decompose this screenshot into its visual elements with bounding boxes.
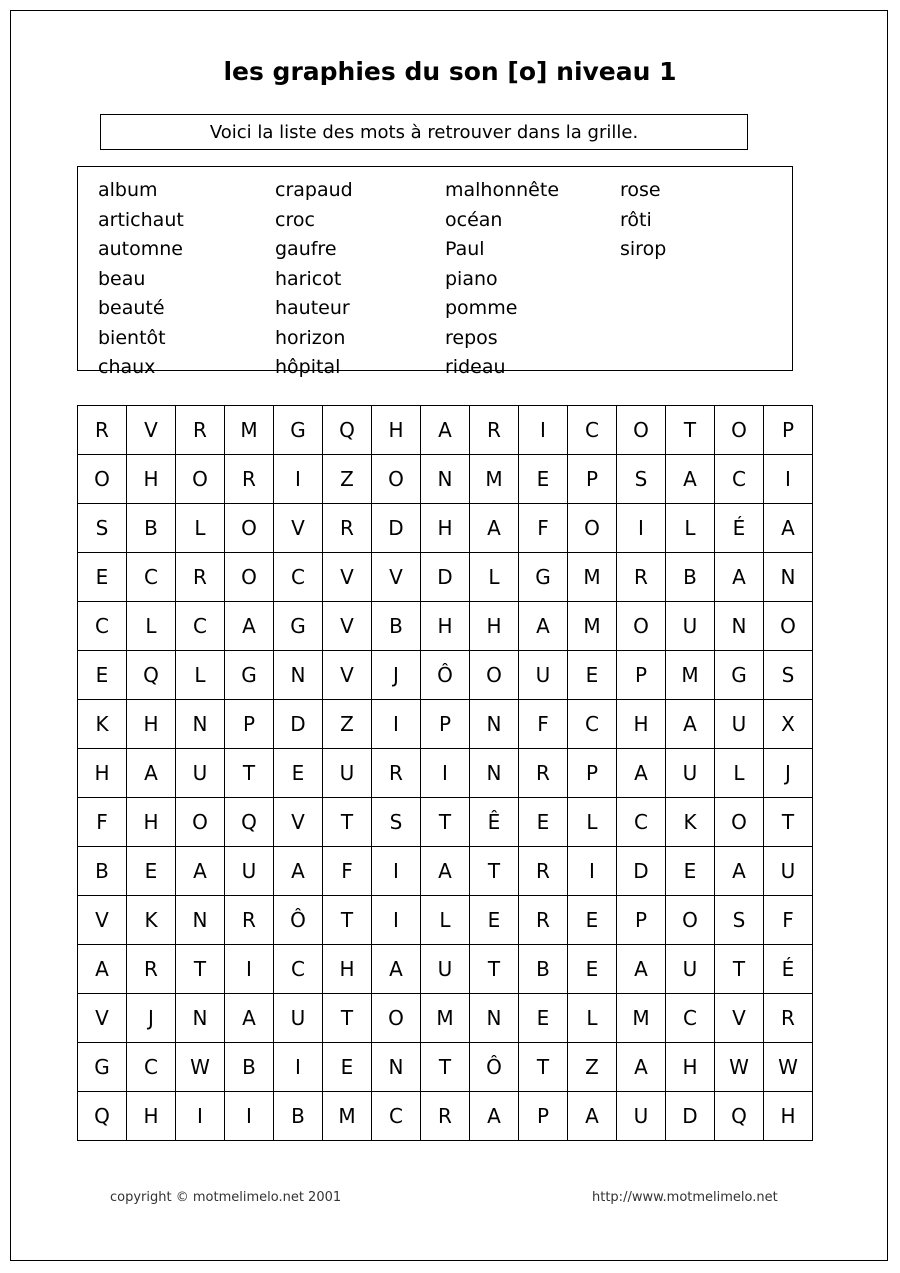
- grid-cell[interactable]: C: [274, 553, 323, 602]
- grid-cell[interactable]: H: [470, 602, 519, 651]
- grid-cell[interactable]: N: [715, 602, 764, 651]
- word-item: crapaud: [275, 179, 353, 201]
- grid-cell[interactable]: T: [666, 406, 715, 455]
- grid-cell[interactable]: Ô: [274, 896, 323, 945]
- grid-cell[interactable]: A: [274, 847, 323, 896]
- grid-cell[interactable]: O: [617, 406, 666, 455]
- grid-cell[interactable]: L: [568, 994, 617, 1043]
- grid-cell[interactable]: G: [715, 651, 764, 700]
- grid-cell[interactable]: Z: [568, 1043, 617, 1092]
- grid-cell[interactable]: T: [421, 1043, 470, 1092]
- grid-cell[interactable]: I: [372, 700, 421, 749]
- grid-cell[interactable]: V: [715, 994, 764, 1043]
- grid-cell[interactable]: B: [274, 1092, 323, 1141]
- grid-cell[interactable]: I: [225, 945, 274, 994]
- grid-cell[interactable]: V: [78, 896, 127, 945]
- word-column-1: [98, 176, 275, 378]
- grid-cell[interactable]: U: [225, 847, 274, 896]
- grid-cell[interactable]: U: [666, 749, 715, 798]
- grid-cell[interactable]: G: [274, 602, 323, 651]
- grid-cell[interactable]: I: [274, 1043, 323, 1092]
- grid-cell[interactable]: A: [715, 847, 764, 896]
- grid-cell[interactable]: H: [764, 1092, 813, 1141]
- grid-cell[interactable]: F: [519, 700, 568, 749]
- grid-cell[interactable]: P: [617, 651, 666, 700]
- grid-cell[interactable]: N: [176, 896, 225, 945]
- grid-row: [78, 945, 813, 994]
- word-search-grid[interactable]: [77, 405, 813, 1141]
- grid-cell[interactable]: R: [225, 455, 274, 504]
- grid-cell[interactable]: Q: [78, 1092, 127, 1141]
- grid-cell[interactable]: L: [127, 602, 176, 651]
- word-list-box: [77, 166, 793, 378]
- grid-cell[interactable]: V: [78, 994, 127, 1043]
- grid-cell[interactable]: V: [274, 504, 323, 553]
- grid-cell[interactable]: U: [323, 749, 372, 798]
- grid-cell[interactable]: A: [470, 1092, 519, 1141]
- word-item: horizon: [275, 326, 346, 349]
- grid-cell[interactable]: I: [372, 847, 421, 896]
- grid-row: [78, 1043, 813, 1092]
- grid-cell[interactable]: A: [421, 406, 470, 455]
- grid-cell[interactable]: A: [715, 553, 764, 602]
- word-column-2: [275, 176, 445, 378]
- grid-cell[interactable]: E: [78, 553, 127, 602]
- grid-cell[interactable]: E: [274, 749, 323, 798]
- grid-cell[interactable]: A: [519, 602, 568, 651]
- grid-cell[interactable]: U: [617, 1092, 666, 1141]
- grid-cell[interactable]: I: [568, 847, 617, 896]
- grid-cell[interactable]: O: [617, 602, 666, 651]
- grid-cell[interactable]: T: [519, 1043, 568, 1092]
- grid-cell[interactable]: É: [715, 504, 764, 553]
- grid-cell[interactable]: Q: [715, 1092, 764, 1141]
- grid-cell[interactable]: F: [519, 504, 568, 553]
- word-column-4: [620, 176, 770, 370]
- grid-cell[interactable]: R: [372, 749, 421, 798]
- grid-cell[interactable]: N: [470, 700, 519, 749]
- grid-cell[interactable]: M: [225, 406, 274, 455]
- grid-cell[interactable]: M: [666, 651, 715, 700]
- grid-cell[interactable]: B: [78, 847, 127, 896]
- grid-row: [78, 553, 813, 602]
- grid-row: [78, 700, 813, 749]
- grid-cell[interactable]: R: [470, 406, 519, 455]
- grid-cell[interactable]: O: [372, 455, 421, 504]
- word-item: automne: [98, 238, 183, 260]
- grid-cell[interactable]: J: [764, 749, 813, 798]
- grid-cell[interactable]: K: [78, 700, 127, 749]
- page-title: les graphies du son [o] niveau 1: [223, 57, 677, 86]
- grid-cell[interactable]: L: [176, 504, 225, 553]
- grid-cell[interactable]: N: [274, 651, 323, 700]
- grid-cell[interactable]: V: [323, 651, 372, 700]
- grid-cell[interactable]: M: [568, 602, 617, 651]
- grid-cell[interactable]: S: [764, 651, 813, 700]
- grid-cell[interactable]: P: [568, 455, 617, 504]
- word-item: Paul: [445, 238, 485, 260]
- grid-cell[interactable]: I: [372, 896, 421, 945]
- grid-cell[interactable]: R: [78, 406, 127, 455]
- grid-cell[interactable]: T: [176, 945, 225, 994]
- grid-cell[interactable]: P: [568, 749, 617, 798]
- grid-cell[interactable]: J: [127, 994, 176, 1043]
- grid-cell[interactable]: V: [127, 406, 176, 455]
- grid-cell[interactable]: O: [372, 994, 421, 1043]
- grid-cell[interactable]: O: [715, 798, 764, 847]
- grid-cell[interactable]: A: [127, 749, 176, 798]
- grid-cell[interactable]: A: [617, 1043, 666, 1092]
- copyright-text: copyright © motmelimelo.net 2001: [110, 1190, 342, 1205]
- grid-cell[interactable]: B: [519, 945, 568, 994]
- grid-cell[interactable]: R: [519, 847, 568, 896]
- grid-cell[interactable]: G: [274, 406, 323, 455]
- grid-cell[interactable]: C: [372, 1092, 421, 1141]
- word-item: sirop: [620, 238, 667, 260]
- grid-cell[interactable]: V: [323, 553, 372, 602]
- grid-cell[interactable]: T: [323, 896, 372, 945]
- grid-cell[interactable]: E: [470, 896, 519, 945]
- grid-row: [78, 651, 813, 700]
- grid-cell[interactable]: L: [470, 553, 519, 602]
- grid-cell[interactable]: S: [715, 896, 764, 945]
- grid-cell[interactable]: U: [666, 602, 715, 651]
- word-item: rose: [620, 179, 661, 201]
- word-item: rôti: [620, 208, 652, 231]
- word-item: beau: [98, 267, 146, 290]
- grid-cell[interactable]: S: [372, 798, 421, 847]
- grid-cell[interactable]: O: [176, 798, 225, 847]
- grid-cell[interactable]: X: [764, 700, 813, 749]
- grid-cell[interactable]: U: [519, 651, 568, 700]
- grid-cell[interactable]: L: [568, 798, 617, 847]
- grid-cell[interactable]: H: [421, 504, 470, 553]
- grid-cell[interactable]: H: [78, 749, 127, 798]
- website-url: http://www.motmelimelo.net: [592, 1190, 778, 1205]
- grid-cell[interactable]: P: [225, 700, 274, 749]
- grid-cell[interactable]: C: [617, 798, 666, 847]
- grid-cell[interactable]: I: [617, 504, 666, 553]
- grid-cell[interactable]: O: [176, 455, 225, 504]
- grid-cell[interactable]: L: [176, 651, 225, 700]
- grid-cell[interactable]: R: [519, 896, 568, 945]
- grid-cell[interactable]: A: [225, 994, 274, 1043]
- grid-cell[interactable]: R: [519, 749, 568, 798]
- word-item: beauté: [98, 297, 165, 319]
- grid-cell[interactable]: Z: [323, 700, 372, 749]
- grid-row: [78, 798, 813, 847]
- grid-cell[interactable]: W: [764, 1043, 813, 1092]
- grid-cell[interactable]: D: [274, 700, 323, 749]
- grid-cell[interactable]: E: [78, 651, 127, 700]
- grid-cell[interactable]: R: [617, 553, 666, 602]
- grid-cell[interactable]: O: [225, 504, 274, 553]
- grid-cell[interactable]: A: [617, 749, 666, 798]
- grid-cell[interactable]: H: [666, 1043, 715, 1092]
- word-item: pomme: [445, 297, 518, 319]
- grid-cell[interactable]: A: [372, 945, 421, 994]
- word-item: croc: [275, 208, 315, 231]
- grid-cell[interactable]: T: [225, 749, 274, 798]
- grid-cell[interactable]: P: [617, 896, 666, 945]
- grid-cell[interactable]: A: [176, 847, 225, 896]
- grid-cell[interactable]: I: [421, 749, 470, 798]
- grid-row: [78, 455, 813, 504]
- grid-cell[interactable]: O: [225, 553, 274, 602]
- grid-cell[interactable]: C: [715, 455, 764, 504]
- grid-cell[interactable]: B: [666, 553, 715, 602]
- grid-cell[interactable]: T: [764, 798, 813, 847]
- instruction-box: [100, 114, 748, 150]
- grid-cell[interactable]: E: [568, 896, 617, 945]
- grid-cell[interactable]: L: [715, 749, 764, 798]
- grid-cell[interactable]: M: [323, 1092, 372, 1141]
- word-column-3: [445, 176, 620, 378]
- word-item: hauteur: [275, 297, 350, 319]
- word-item: océan: [445, 208, 503, 231]
- grid-cell[interactable]: H: [127, 455, 176, 504]
- grid-cell[interactable]: B: [372, 602, 421, 651]
- grid-cell[interactable]: D: [421, 553, 470, 602]
- grid-cell[interactable]: F: [323, 847, 372, 896]
- grid-cell[interactable]: P: [421, 700, 470, 749]
- grid-cell[interactable]: H: [127, 700, 176, 749]
- grid-cell[interactable]: Q: [127, 651, 176, 700]
- word-item: hôpital: [275, 356, 341, 378]
- word-list-columns: [78, 176, 792, 378]
- grid-cell[interactable]: M: [421, 994, 470, 1043]
- grid-cell[interactable]: E: [666, 847, 715, 896]
- grid-row: [78, 847, 813, 896]
- grid-cell[interactable]: I: [274, 455, 323, 504]
- word-item: piano: [445, 267, 498, 290]
- grid-cell[interactable]: C: [127, 1043, 176, 1092]
- grid-cell[interactable]: I: [519, 406, 568, 455]
- grid-cell[interactable]: W: [176, 1043, 225, 1092]
- grid-cell[interactable]: C: [78, 602, 127, 651]
- grid-cell[interactable]: C: [274, 945, 323, 994]
- grid-cell[interactable]: E: [519, 455, 568, 504]
- grid-cell[interactable]: V: [323, 602, 372, 651]
- grid-cell[interactable]: N: [470, 994, 519, 1043]
- grid-cell[interactable]: U: [421, 945, 470, 994]
- grid-cell[interactable]: E: [568, 945, 617, 994]
- grid-cell[interactable]: S: [78, 504, 127, 553]
- word-item: repos: [445, 326, 498, 349]
- grid-cell[interactable]: V: [274, 798, 323, 847]
- grid-cell[interactable]: W: [715, 1043, 764, 1092]
- grid-cell[interactable]: P: [519, 1092, 568, 1141]
- word-item: gaufre: [275, 238, 337, 260]
- grid-cell[interactable]: N: [372, 1043, 421, 1092]
- grid-cell[interactable]: O: [666, 896, 715, 945]
- grid-row: [78, 504, 813, 553]
- grid-cell[interactable]: C: [176, 602, 225, 651]
- grid-cell[interactable]: É: [764, 945, 813, 994]
- grid-cell[interactable]: T: [470, 847, 519, 896]
- grid-cell[interactable]: H: [127, 1092, 176, 1141]
- grid-cell[interactable]: C: [568, 406, 617, 455]
- grid-cell[interactable]: C: [127, 553, 176, 602]
- instruction-text: Voici la liste des mots à retrouver dans la grille.: [209, 121, 639, 143]
- grid-cell[interactable]: Ô: [470, 1043, 519, 1092]
- grid-cell[interactable]: J: [372, 651, 421, 700]
- grid-cell[interactable]: N: [421, 455, 470, 504]
- grid-cell[interactable]: E: [519, 994, 568, 1043]
- word-item: artichaut: [98, 208, 184, 231]
- grid-cell[interactable]: R: [323, 504, 372, 553]
- grid-cell[interactable]: C: [666, 994, 715, 1043]
- grid-cell[interactable]: O: [764, 602, 813, 651]
- grid-cell[interactable]: R: [764, 994, 813, 1043]
- grid-cell[interactable]: N: [176, 700, 225, 749]
- grid-cell[interactable]: R: [421, 1092, 470, 1141]
- grid-cell[interactable]: L: [666, 504, 715, 553]
- word-item: album: [98, 179, 158, 201]
- grid-cell[interactable]: O: [568, 504, 617, 553]
- word-item: haricot: [275, 267, 342, 290]
- grid-cell[interactable]: E: [519, 798, 568, 847]
- grid-cell[interactable]: K: [666, 798, 715, 847]
- grid-row: [78, 994, 813, 1043]
- grid-cell[interactable]: U: [666, 945, 715, 994]
- grid-cell[interactable]: U: [715, 700, 764, 749]
- grid-cell[interactable]: Ê: [470, 798, 519, 847]
- grid-cell[interactable]: R: [127, 945, 176, 994]
- grid-cell[interactable]: U: [274, 994, 323, 1043]
- grid-cell[interactable]: S: [617, 455, 666, 504]
- grid-cell[interactable]: I: [225, 1092, 274, 1141]
- word-item: bientôt: [98, 326, 166, 349]
- grid-cell[interactable]: T: [323, 798, 372, 847]
- grid-cell[interactable]: H: [421, 602, 470, 651]
- grid-cell[interactable]: A: [225, 602, 274, 651]
- grid-cell[interactable]: T: [715, 945, 764, 994]
- grid-cell[interactable]: F: [78, 798, 127, 847]
- grid-cell[interactable]: F: [764, 896, 813, 945]
- grid-cell[interactable]: K: [127, 896, 176, 945]
- grid-cell[interactable]: B: [127, 504, 176, 553]
- grid-cell[interactable]: A: [764, 504, 813, 553]
- grid-cell[interactable]: N: [470, 749, 519, 798]
- grid-cell[interactable]: G: [225, 651, 274, 700]
- grid-cell[interactable]: Z: [323, 455, 372, 504]
- grid-cell[interactable]: T: [421, 798, 470, 847]
- word-item: malhonnête: [445, 179, 560, 201]
- grid-cell[interactable]: T: [470, 945, 519, 994]
- grid-cell[interactable]: I: [176, 1092, 225, 1141]
- grid-cell[interactable]: D: [372, 504, 421, 553]
- grid-cell[interactable]: G: [78, 1043, 127, 1092]
- grid-row: [78, 406, 813, 455]
- grid-cell[interactable]: T: [323, 994, 372, 1043]
- grid-cell[interactable]: M: [568, 553, 617, 602]
- grid-cell[interactable]: H: [617, 700, 666, 749]
- grid-cell[interactable]: A: [470, 504, 519, 553]
- grid-cell[interactable]: O: [715, 406, 764, 455]
- grid-cell[interactable]: N: [764, 553, 813, 602]
- grid-cell[interactable]: D: [617, 847, 666, 896]
- grid-row: [78, 1092, 813, 1141]
- grid-cell[interactable]: H: [127, 798, 176, 847]
- grid-cell[interactable]: O: [78, 455, 127, 504]
- grid-row: [78, 602, 813, 651]
- grid-row: [78, 896, 813, 945]
- grid-cell[interactable]: A: [617, 945, 666, 994]
- grid-cell[interactable]: U: [176, 749, 225, 798]
- grid-cell[interactable]: G: [519, 553, 568, 602]
- grid-cell[interactable]: U: [764, 847, 813, 896]
- grid-cell[interactable]: I: [764, 455, 813, 504]
- grid-cell[interactable]: A: [666, 455, 715, 504]
- grid-cell[interactable]: V: [372, 553, 421, 602]
- grid-cell[interactable]: M: [617, 994, 666, 1043]
- grid-cell[interactable]: M: [470, 455, 519, 504]
- grid-cell[interactable]: A: [78, 945, 127, 994]
- word-item: chaux: [98, 356, 156, 378]
- grid-cell[interactable]: R: [176, 406, 225, 455]
- grid-cell[interactable]: H: [372, 406, 421, 455]
- grid-cell[interactable]: Q: [225, 798, 274, 847]
- grid-cell[interactable]: R: [176, 553, 225, 602]
- grid-cell[interactable]: A: [666, 700, 715, 749]
- grid-cell[interactable]: A: [421, 847, 470, 896]
- grid-cell[interactable]: E: [127, 847, 176, 896]
- grid-cell[interactable]: Ô: [421, 651, 470, 700]
- grid-cell[interactable]: Q: [323, 406, 372, 455]
- grid-cell[interactable]: C: [568, 700, 617, 749]
- grid-cell[interactable]: A: [568, 1092, 617, 1141]
- grid-cell[interactable]: R: [225, 896, 274, 945]
- grid-cell[interactable]: O: [470, 651, 519, 700]
- grid-cell[interactable]: E: [323, 1043, 372, 1092]
- grid-cell[interactable]: P: [764, 406, 813, 455]
- word-item: rideau: [445, 356, 506, 378]
- grid-cell[interactable]: H: [323, 945, 372, 994]
- grid-cell[interactable]: L: [421, 896, 470, 945]
- grid-cell[interactable]: B: [225, 1043, 274, 1092]
- grid-cell[interactable]: N: [176, 994, 225, 1043]
- grid-cell[interactable]: D: [666, 1092, 715, 1141]
- grid-cell[interactable]: E: [568, 651, 617, 700]
- grid-row: [78, 749, 813, 798]
